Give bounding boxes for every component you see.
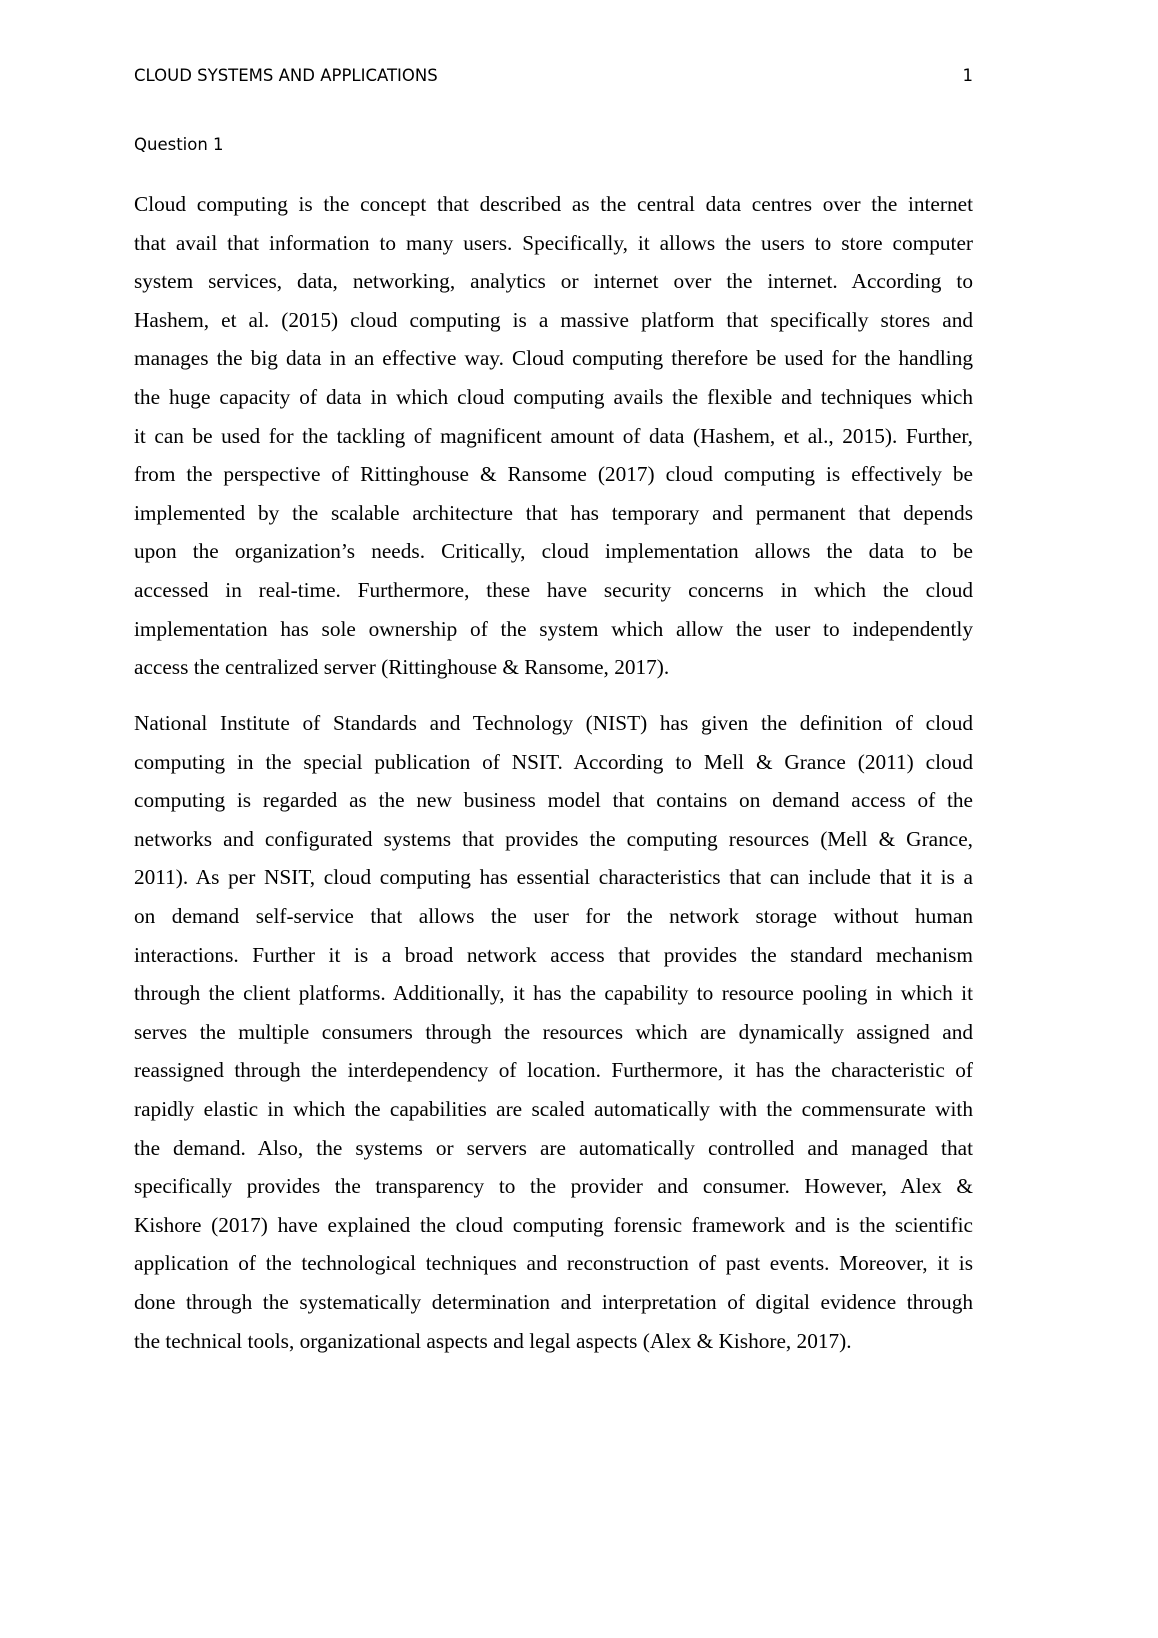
text-line: Cloud computing is the concept that described as the central data centres over the internet <box>134 192 973 216</box>
text-line: accessed in real-time. Furthermore, these have security concerns in which the cloud <box>134 577 973 602</box>
text-line: on demand self-service that allows the user for the network storage without human <box>134 903 973 928</box>
running-title: CLOUD SYSTEMS AND APPLICATIONS <box>134 66 438 85</box>
text-line: serves the multiple consumers through the resources which are dynamically assigned and <box>134 1019 973 1044</box>
paragraph-2 <box>134 704 973 1360</box>
text-line: system services, data, networking, analytics or internet over the internet. According to <box>134 269 973 294</box>
text-line: computing is regarded as the new business model that contains on demand access of the <box>134 788 973 813</box>
text-line: from the perspective of Rittinghouse & Ransome (2017) cloud computing is effectively be <box>134 462 973 487</box>
text-line: 2011). As per NSIT, cloud computing has essential characteristics that can include that it is a <box>134 865 973 890</box>
text-line: Hashem, et al. (2015) cloud computing is a massive platform that specifically stores and <box>134 307 973 332</box>
text-line: the demand. Also, the systems or servers are automatically controlled and managed that <box>134 1135 973 1160</box>
text-line: application of the technological techniques and reconstruction of past events. Moreover, it is <box>134 1251 973 1276</box>
section-title: Question 1 <box>134 135 224 154</box>
text-line: access the centralized server (Rittinghouse & Ransome, 2017). <box>134 655 670 680</box>
text-line: the technical tools, organizational aspects and legal aspects (Alex & Kishore, 2017). <box>134 1328 852 1353</box>
text-line: the huge capacity of data in which cloud computing avails the flexible and techniques which <box>134 384 973 409</box>
text-line: reassigned through the interdependency of location. Furthermore, it has the characteristic of <box>134 1058 973 1083</box>
text-line: it can be used for the tackling of magnificent amount of data (Hashem, et al., 2015). Further, <box>134 423 973 448</box>
page-number: 1 <box>962 66 973 85</box>
text-line: specifically provides the transparency to the provider and consumer. However, Alex & <box>134 1174 973 1199</box>
text-line: implementation has sole ownership of the system which allow the user to independently <box>134 616 973 641</box>
text-line: through the client platforms. Additionally, it has the capability to resource pooling in which it <box>134 981 973 1006</box>
text-line: that avail that information to many users. Specifically, it allows the users to store computer <box>134 230 973 255</box>
text-line: Kishore (2017) have explained the cloud computing forensic framework and is the scientific <box>134 1212 973 1237</box>
page-header <box>134 66 973 85</box>
text-line: networks and configurated systems that provides the computing resources (Mell & Grance, <box>134 826 973 851</box>
text-line: rapidly elastic in which the capabilities are scaled automatically with the commensurate with <box>134 1096 973 1121</box>
text-line: done through the systematically determination and interpretation of digital evidence through <box>134 1289 973 1314</box>
text-line: interactions. Further it is a broad network access that provides the standard mechanism <box>134 942 973 967</box>
text-line: implemented by the scalable architecture that has temporary and permanent that depends <box>134 500 973 525</box>
text-line: manages the big data in an effective way. Cloud computing therefore be used for the handling <box>134 346 973 371</box>
text-line: National Institute of Standards and Technology (NIST) has given the definition of cloud <box>134 711 973 735</box>
text-line: upon the organization’s needs. Critically, cloud implementation allows the data to be <box>134 539 973 564</box>
text-line: computing in the special publication of NSIT. According to Mell & Grance (2011) cloud <box>134 749 973 774</box>
paragraph-1 <box>134 185 973 687</box>
